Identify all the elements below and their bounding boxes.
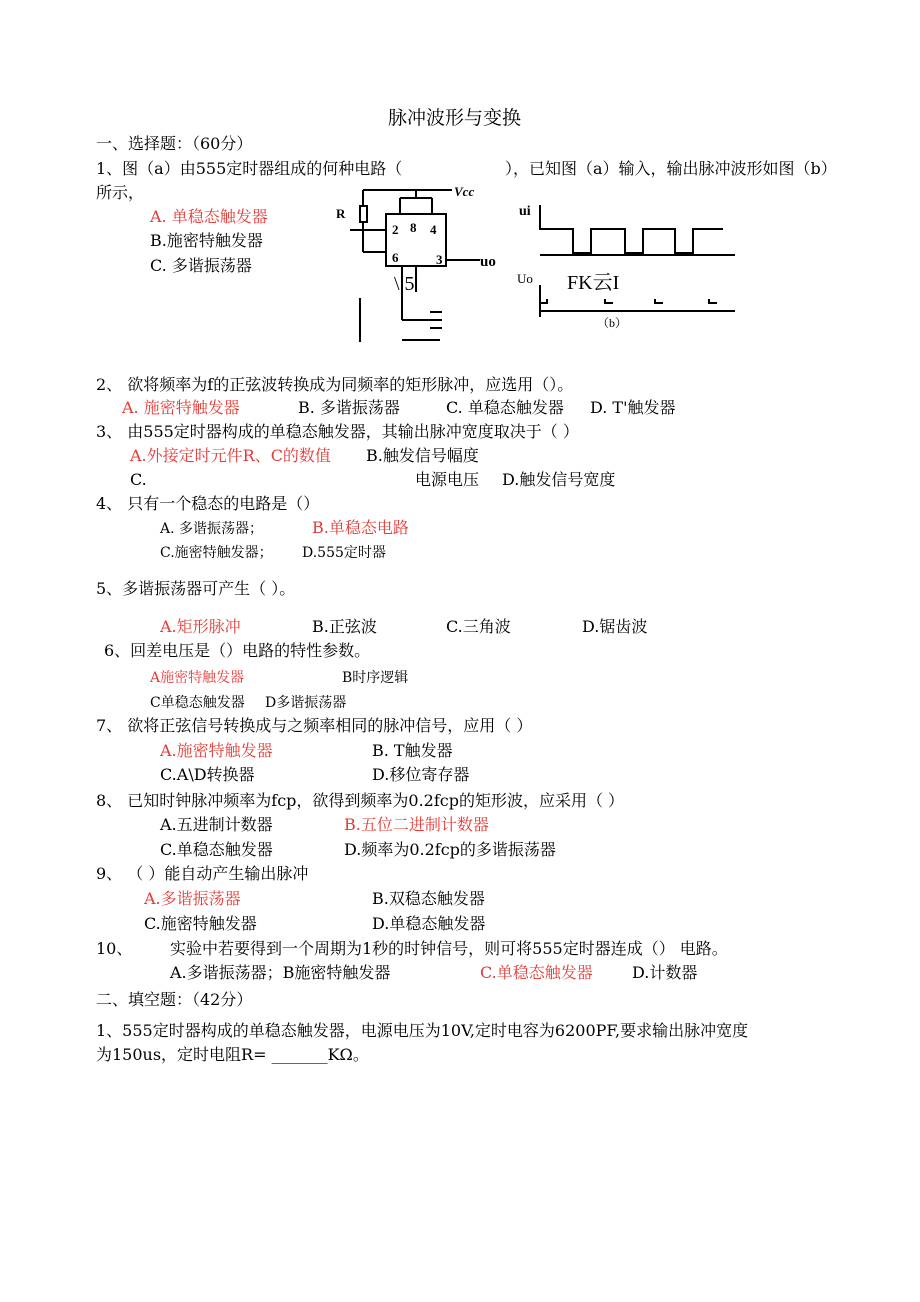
q2-text: 2、 欲将频率为f的正弦波转换成为同频率的矩形脉冲，应选用（）。: [96, 375, 574, 394]
q5-option-c: C.三角波: [446, 617, 511, 636]
q3-option-b: B.触发信号幅度: [366, 446, 479, 465]
q4-text: 4、 只有一个稳态的电路是（）: [96, 494, 320, 513]
q1-option-c: C. 多谐振荡器: [150, 256, 252, 275]
q1-option-b: B.施密特触发器: [150, 231, 263, 250]
q3-option-a-prefix: [130, 446, 331, 466]
pin-8: 8: [410, 220, 417, 235]
figure-a-circuit: [330, 180, 510, 350]
q7-option-b: B. T触发器: [372, 741, 453, 760]
label-fk: FK云I: [567, 272, 620, 294]
q1-line1a: 1、图（a）由555定时器组成的何种电路（: [96, 159, 403, 178]
q9-option-c: C.施密特触发器: [144, 914, 257, 933]
q6-option-c: C单稳态触发器: [150, 695, 245, 711]
label-uo-b: Uo: [517, 271, 533, 286]
label-5: \ 5: [394, 273, 415, 295]
q3-option-c-text: 电源电压: [415, 470, 480, 489]
q5-option-b: B.正弦波: [312, 617, 377, 636]
q2-option-b: B. 多谐振荡器: [298, 398, 400, 417]
q8-option-b: B.五位二进制计数器: [344, 815, 489, 834]
q10-option-ab: A.多谐振荡器；B施密特触发器: [170, 963, 391, 982]
q4-option-a: A. 多谐振荡器；: [160, 521, 264, 537]
q7-option-c: C.A\D转换器: [160, 765, 255, 784]
q3-text: 3、 由555定时器构成的单稳态触发器，其输出脉冲宽度取决于（ ）: [96, 422, 579, 441]
label-vcc: Vcc: [454, 184, 475, 199]
q6-text: 6、回差电压是（）电路的特性参数。: [104, 641, 371, 660]
q10-text: 实验中若要得到一个周期为1秒的时钟信号，则可将555定时器连成（） 电路。: [170, 939, 728, 958]
q10-number: 10、: [96, 939, 133, 958]
q6-option-d: D多谐振荡器: [265, 695, 347, 711]
q5-option-d: D.锯齿波: [582, 617, 648, 636]
q5-text: 5、多谐振荡器可产生（ ）。: [96, 579, 296, 598]
figure-b-waveform: [515, 195, 745, 335]
q6-option-b: B时序逻辑: [342, 670, 409, 686]
q1-line2: 所示，: [96, 183, 145, 202]
page-title: 脉冲波形与变换: [388, 107, 522, 129]
q8-option-d: D.频率为0.2fcp的多谐振荡器: [344, 840, 556, 859]
f1-line2: 为150us，定时电阻R= _______KΩ。: [96, 1045, 369, 1064]
q7-option-d: D.移位寄存器: [372, 765, 470, 784]
q2-option-a: A. 施密特触发器: [122, 398, 240, 417]
label-ui: ui: [519, 204, 531, 219]
q8-text: 8、 已知时钟脉冲频率为fcp，欲得到频率为0.2fcp的矩形波，应采用（ ）: [96, 791, 625, 810]
q4-option-c: C.施密特触发器；: [160, 545, 273, 561]
pin-6: 6: [392, 250, 399, 265]
q10-option-c: C.单稳态触发器: [480, 963, 593, 982]
q7-text: 7、 欲将正弦信号转换成与之频率相同的脉冲信号，应用（ ）: [96, 716, 533, 735]
q9-option-b: B.双稳态触发器: [372, 889, 485, 908]
label-uo: uo: [480, 254, 496, 270]
section-1-heading: 一、选择题：（60分）: [96, 134, 253, 153]
q4-option-b: B.单稳态电路: [312, 518, 409, 537]
q8-option-a: A.五进制计数器: [160, 815, 273, 834]
section-2-heading: 二、填空题：（42分）: [96, 990, 253, 1009]
q6-option-a: A施密特触发器: [150, 670, 245, 686]
pin-4: 4: [430, 222, 437, 237]
q3-option-a: A.外接定时元件R、C的数值: [130, 446, 331, 465]
q1-line1b: ），已知图（a）输入，输出脉冲波形如图（b）: [505, 159, 837, 178]
pin-3: 3: [436, 252, 443, 267]
q9-text: 9、 （ ）能自动产生输出脉冲: [96, 864, 309, 883]
pin-2: 2: [392, 222, 399, 237]
q2-option-d: D. T'触发器: [590, 398, 676, 417]
q10-option-d: D.计数器: [632, 963, 698, 982]
q2-option-c: C. 单稳态触发器: [446, 398, 564, 417]
q9-option-d: D.单稳态触发器: [372, 914, 486, 933]
f1-line1: 1、555定时器构成的单稳态触发器，电源电压为10V,定时电容为6200PF,要求输出脉冲宽度: [96, 1021, 749, 1040]
q5-option-a: A.矩形脉冲: [160, 617, 241, 636]
label-r: R: [336, 206, 346, 221]
q7-option-a: A.施密特触发器: [160, 741, 273, 760]
q8-option-c: C.单稳态触发器: [160, 840, 273, 859]
q3-option-d: D.触发信号宽度: [502, 470, 616, 489]
q4-option-d: D.555定时器: [302, 545, 386, 561]
q1-option-a: A. 单稳态触发器: [150, 207, 268, 226]
q3-option-c-label: C.: [130, 470, 147, 489]
q9-option-a: A.多谐振荡器: [144, 889, 241, 908]
resistor-r: [360, 206, 367, 222]
label-b: （b）: [597, 316, 628, 330]
